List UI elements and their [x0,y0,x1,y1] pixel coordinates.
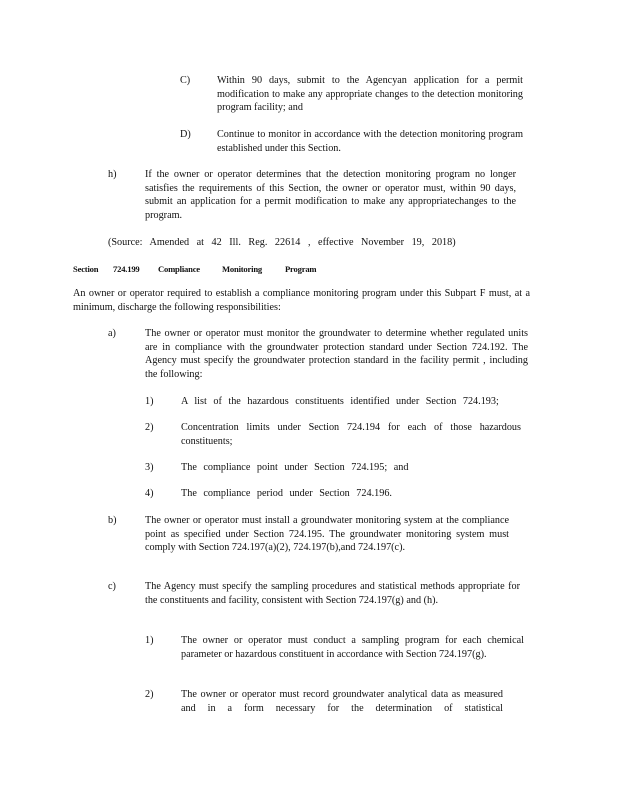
list-item-label: 1) [145,396,154,407]
subsection-label-c: c) [108,581,116,592]
section-heading [0,263,618,275]
list-item-text: The owner or operator must record groundwater analytical data as measured and in a form necessary for the determination of statistical [181,689,503,714]
item-text-c: Within 90 days, submit to the Agencyan application for a permit modification to make any appropriate changes to the detection monitoring program facility; and [217,75,523,114]
item-label-c: C) [180,75,191,86]
section-title-monitoring: Monitoring [222,264,263,274]
list-item-text: The owner or operator must conduct a sampling program for each chemical parameter or hazardous constituent in accordance with Section 724.197(g). [181,635,524,660]
subsection-label-b: b) [108,515,117,526]
list-item-label: 3) [145,462,154,473]
list-item-label: 1) [145,635,154,646]
source-note: (Source: Amended at 42 Ill. Reg. 22614 , effective November 19, 2018) [108,237,456,248]
list-item-label: 2) [145,689,154,700]
intro-paragraph: An owner or operator required to establish a compliance monitoring program under this Subpart F must, at a minimum, discharge the following responsibilities: [73,288,530,313]
list-item-text: A list of the hazardous constituents identified under Section 724.193; [181,396,499,407]
section-title-program: Program [285,264,317,274]
item-text-d: Continue to monitor in accordance with the detection monitoring program established under this Section. [217,129,523,154]
subsection-label-a: a) [108,328,116,339]
subsection-label-h: h) [108,169,117,180]
subsection-text-h: If the owner or operator determines that the detection monitoring program no longer satisfies the requirements of this Section, the owner or operator must, within 90 days, submit an application for a permit modification to make any appropriatechanges to the program. [145,169,516,221]
section-word: Section [73,264,99,274]
subsection-text-b: The owner or operator must install a groundwater monitoring system at the compliance point as specified under Section 724.195. The groundwater monitoring system must comply with Section 724.197(a)(2), 724.197(b),and 724.197(c). [145,515,509,554]
subsection-text-a: The owner or operator must monitor the groundwater to determine whether regulated units are in compliance with the groundwater protection standard under Section 724.192. The Agency must specify the groundwater protection standard in the facility permit , including the following: [145,328,528,380]
section-number: 724.199 [113,264,140,274]
list-item-text: Concentration limits under Section 724.194 for each of those hazardous constituents; [181,422,521,447]
subsection-text-c: The Agency must specify the sampling procedures and statistical methods appropriate for the constituents and facility, consistent with Section 724.197(g) and (h). [145,581,520,606]
list-item-text: The compliance period under Section 724.196. [181,488,392,499]
list-item-label: 2) [145,422,154,433]
list-item-label: 4) [145,488,154,499]
section-title-compliance: Compliance [158,264,200,274]
list-item-text: The compliance point under Section 724.195; and [181,462,409,473]
item-label-d: D) [180,129,191,140]
